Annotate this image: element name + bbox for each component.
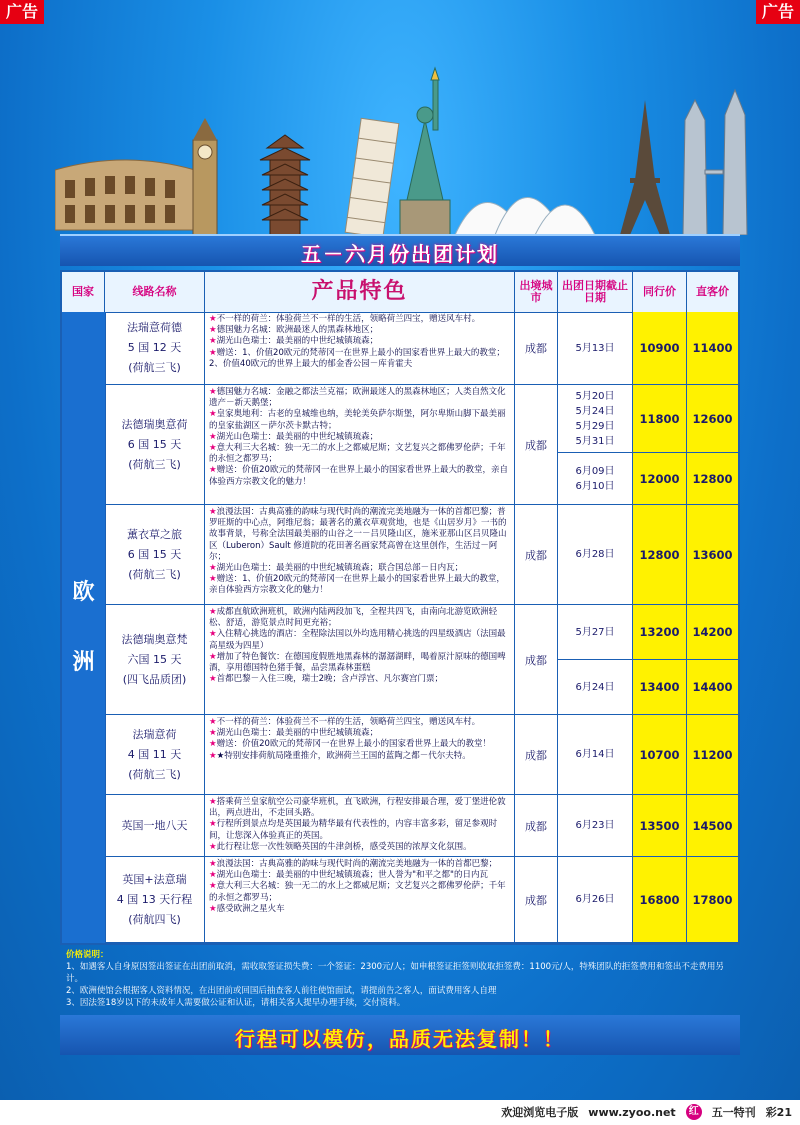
date-value: 6月24日: [575, 681, 615, 693]
feature-line: ★ 此行程让您一次性领略英国的牛津剑桥，感受英国的浓厚文化氛围。: [209, 842, 510, 853]
route-line: 6 国 15 天: [127, 437, 182, 451]
date-value: 5月27日: [575, 626, 615, 638]
retail-price-cell: 17800: [687, 857, 738, 943]
feature-line: ★ 感受欧洲之星火车: [209, 904, 510, 915]
route-line: 4 国 13 天行程: [116, 892, 193, 906]
date-value: 6月23日: [575, 820, 615, 831]
peer-price-cell: 11800: [633, 385, 687, 453]
features-cell: [205, 505, 515, 605]
header-features: 产品特色: [205, 272, 515, 312]
feature-line: ★ 成都直航欧洲班机，欧洲内陆两段加飞，全程共四飞，由南向北游览欧洲轻松、舒适，游览景点时间更充裕；: [209, 607, 510, 629]
slogan-band: [60, 1015, 740, 1055]
route-line: 英国+法意瑞: [122, 872, 187, 886]
route-line: 法瑞意荷德: [127, 321, 182, 334]
city-cell: 成都: [515, 715, 558, 795]
date-value: 5月29日: [575, 420, 615, 432]
date-value: 5月24日: [575, 405, 615, 417]
dates-cell: [558, 505, 633, 605]
route-line: (四飞品质团): [122, 672, 187, 686]
retail-price-cell: 12600: [687, 385, 738, 453]
dates-cell: [558, 605, 633, 660]
route-cell: [105, 795, 205, 857]
retail-price-cell: 14200: [687, 605, 738, 660]
date-value: 6月10日: [575, 480, 615, 492]
retail-price-cell: 11400: [687, 312, 738, 385]
date-value: 5月31日: [575, 435, 615, 447]
city-cell: 成都: [515, 795, 558, 857]
feature-line: ★ 德国魅力名城：金融之都法兰克福；欧洲最迷人的黑森林地区；人类自然文化遗产－新天鹅堡；: [209, 387, 510, 409]
footer-issue: 五一特刊: [711, 1106, 756, 1119]
route-line: (荷航三飞): [128, 767, 181, 781]
feature-line: ★ 赠送：价值20欧元的梵蒂冈一在世界上最小的国家看世界上最大的教堂！: [209, 739, 510, 750]
features-cell: [205, 857, 515, 943]
header-retail-price: 直客价: [696, 285, 729, 298]
peer-price-cell: 10900: [633, 312, 687, 385]
peer-price-cell: 10700: [633, 715, 687, 795]
route-cell: [105, 715, 205, 795]
date-value: 6月14日: [575, 749, 615, 760]
route-cell: [105, 605, 205, 715]
footer-welcome: 欢迎浏览电子版: [501, 1106, 579, 1119]
route-cell: [105, 385, 205, 505]
peer-price-cell: 12800: [633, 505, 687, 605]
date-value: 6月09日: [575, 465, 615, 477]
notes-title: 价格说明：: [66, 950, 109, 960]
feature-line: ★ 不一样的荷兰：体验荷兰不一样的生活，领略荷兰四宝，赠送风车村。: [209, 314, 510, 325]
dates-cell: [558, 385, 633, 453]
feature-line: ★ 湖光山色瑞士：最美丽的中世纪城镇琉森；: [209, 432, 510, 443]
dates-cell: [558, 312, 633, 385]
footer-page-number: 彩21: [765, 1106, 792, 1119]
date-value: 6月26日: [575, 894, 615, 905]
header-peer-price: 同行价: [633, 272, 687, 312]
tour-table: [60, 270, 740, 945]
country-label: [72, 558, 94, 698]
dates-cell: [558, 857, 633, 943]
country-cell: [62, 312, 106, 943]
notes-item: 3、因法签18岁以下的未成年人需要做公证和认证，请相关客人提早办理手续，交付资料。: [66, 998, 406, 1008]
header-country: 国家: [62, 272, 105, 312]
city-cell: 成都: [515, 385, 558, 505]
route-line: (荷航三飞): [128, 361, 181, 374]
header-route: 线路名称: [105, 272, 205, 312]
feature-line: ★ 入住精心挑选的酒店：全程除法国以外均选用精心挑选的四星级酒店（法国最高星级为四星）: [209, 629, 510, 651]
date-value: 5月20日: [575, 390, 615, 402]
peer-price-cell: 13400: [633, 660, 687, 715]
feature-line: ★ 浪漫法国：古典高雅的韵味与现代时尚的潮流完美地融为一体的首都巴黎；普罗旺斯的中心点，阿维尼翁；最著名的薰衣草观赏地，也是《山居岁月》一书的故事背景，号称全法国最美丽的山谷之一－吕贝隆山区，施米亚那山区吕贝隆山区（Luberon）Sault 修道院的花田著名画家梵高曾在这里创作，生活过－阿尔；: [209, 507, 510, 563]
slogan: 行程可以模仿，品质无法复制！！: [235, 1027, 565, 1051]
feature-line: ★ 德国魅力名城：欧洲最迷人的黑森林地区；: [209, 325, 510, 336]
feature-line: ★ 湖光山色瑞士：最美丽的中世纪城镇琉森；: [209, 728, 510, 739]
footer-site-link[interactable]: www.zyoo.net: [588, 1105, 676, 1119]
route-line: 六国 15 天: [127, 652, 182, 666]
notes-item: 1、如遇客人自身原因签出签证在出团前取消，需收取签证损失费：一个签证：2300元/人；如申根签证拒签则收取拒签费：1100元/人，特殊团队的拒签费用和签出不走费用另计。: [66, 962, 724, 984]
ad-label-right: 广告: [756, 0, 800, 24]
features-cell: [205, 312, 515, 385]
feature-line: ★ 浪漫法国：古典高雅的韵味与现代时尚的潮流完美地融为一体的首都巴黎；: [209, 859, 510, 870]
feature-line: ★ 行程所到景点均是英国最为精华最有代表性的，内容丰富多彩，留足参观时间，让您深入体验真正的英国。: [209, 819, 510, 841]
feature-line: ★ 首都巴黎－入住三晚，瑞士2晚；含卢浮宫、凡尔赛宫门票；: [209, 674, 510, 685]
price-notes: [60, 945, 740, 1010]
feature-line: ★ 湖光山色瑞士：最美丽的中世纪城镇琉森；: [209, 336, 510, 347]
route-line: (荷航四飞): [128, 912, 181, 926]
features-cell: [205, 385, 515, 505]
retail-price-cell: 13600: [687, 505, 738, 605]
city-cell: 成都: [515, 312, 558, 385]
retail-price-cell: 12800: [687, 453, 738, 505]
feature-line: ★ ★特别安排荷航局隆重推介，欧洲荷兰王国的蓝陶之都－代尔夫特。: [209, 751, 510, 762]
city-cell: 成都: [515, 605, 558, 715]
peer-price-cell: 12000: [633, 453, 687, 505]
plan-title: 五－六月份出团计划: [301, 242, 499, 266]
header-dates: 出团日期截止日期: [558, 272, 633, 312]
peer-price-cell: 13200: [633, 605, 687, 660]
retail-price-cell: 14500: [687, 795, 738, 857]
feature-line: ★ 搭乘荷兰皇家航空公司豪华班机，直飞欧洲，行程安排最合理，爱丁堡进伦敦出，两点进出，不走回头路。: [209, 797, 510, 819]
route-line: 法德瑞奥意梵: [121, 632, 188, 646]
route-line: 英国一地八天: [121, 818, 188, 832]
features-cell: [205, 715, 515, 795]
country-char: 洲: [72, 649, 95, 675]
route-line: 法瑞意荷: [132, 727, 177, 741]
feature-line: ★ 湖光山色瑞士：最美丽的中世纪城镇琉森；联合国总部－日内瓦；: [209, 563, 510, 574]
peer-price-cell: 16800: [633, 857, 687, 943]
footer: [0, 1100, 800, 1125]
dates-cell: [558, 660, 633, 715]
feature-line: ★ 意大利三大名城：独一无二的水上之都威尼斯；文艺复兴之都佛罗伦萨；千年的永恒之都罗马；: [209, 443, 510, 465]
features-cell: [205, 795, 515, 857]
route-line: 薰衣草之旅: [127, 527, 182, 541]
feature-line: ★ 增加了特色餐饮：在德国度假胜地黑森林的潺潺湖畔，喝着原汁原味的德国啤酒，享用德国特色猪手餐，品尝黑森林蛋糕: [209, 652, 510, 674]
route-line: (荷航三飞): [128, 457, 181, 471]
date-value: 6月28日: [575, 549, 615, 560]
date-value: 5月13日: [575, 342, 615, 354]
feature-line: ★ 意大利三大名城：独一无二的水上之都威尼斯；文艺复兴之都佛罗伦萨；千年的永恒之都罗马；: [209, 881, 510, 903]
city-cell: 成都: [515, 505, 558, 605]
route-line: 法德瑞奥意荷: [121, 417, 188, 431]
feature-line: ★ 赠送：1、价值20欧元的梵蒂冈一在世界上最小的国家看世界上最大的教堂；2、价值40欧元的世界上最大的郁金香公园－库肯霍夫: [209, 348, 510, 370]
retail-price-cell: 11200: [687, 715, 738, 795]
ad-label-left: 广告: [0, 0, 44, 24]
route-cell: [105, 312, 205, 385]
country-char: 欧: [72, 579, 95, 605]
dates-cell: [558, 715, 633, 795]
dates-cell: [558, 795, 633, 857]
features-cell: [205, 605, 515, 715]
route-cell: [105, 505, 205, 605]
table-header: [62, 272, 738, 313]
retail-price-cell: 14400: [687, 660, 738, 715]
plan-title-bar: [60, 234, 740, 266]
feature-line: ★ 皇家奥地利：古老的皇城维也纳，美轮美奂萨尔斯堡，阿尔卑斯山脚下最美丽的皇家盐湖区－萨尔茨卡默古特；: [209, 409, 510, 431]
feature-line: ★ 不一样的荷兰：体验荷兰不一样的生活，领略荷兰四宝，赠送风车村。: [209, 717, 510, 728]
landmarks-skyline-image: [55, 60, 755, 235]
city-cell: 成都: [515, 857, 558, 943]
notes-item: 2、欧洲使馆会根据客人资料情况，在出团前或回国后抽查客人前往使馆面试，请提前告之客人，面试费用客人自理: [66, 986, 497, 996]
feature-line: ★ 赠送：1、价值20欧元的梵蒂冈一在世界上最小的国家看世界上最大的教堂，亲自体验西方宗教文化的魅力！: [209, 574, 510, 596]
route-line: (荷航三飞): [128, 567, 181, 581]
header-city: 出境城市: [515, 272, 558, 312]
dates-cell: [558, 453, 633, 505]
route-line: 4 国 11 天: [127, 747, 182, 761]
route-cell: [105, 857, 205, 943]
feature-line: ★ 赠送：价值20欧元的梵蒂冈一在世界上最小的国家看世界上最大的教堂，亲自体验西方宗教文化的魅力！: [209, 465, 510, 487]
footer-logo-icon: 红: [686, 1104, 702, 1120]
route-line: 5 国 12 天: [127, 341, 182, 354]
peer-price-cell: 13500: [633, 795, 687, 857]
route-line: 6 国 15 天: [127, 547, 182, 561]
feature-line: ★ 湖光山色瑞士：最美丽的中世纪城镇琉森；世人誉为"和平之都"的日内瓦: [209, 870, 510, 881]
